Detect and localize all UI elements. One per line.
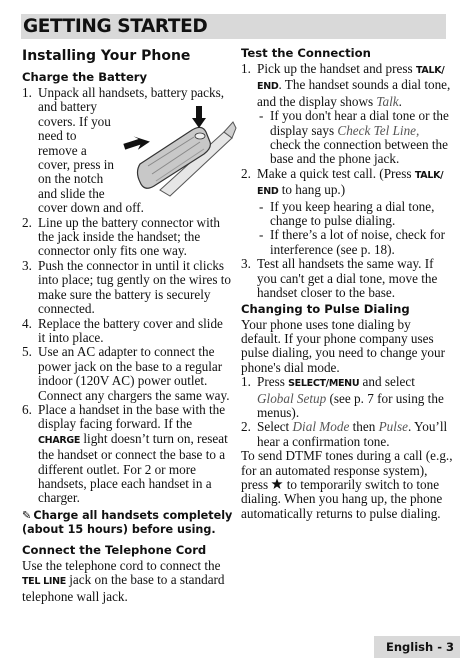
step-text: Place a handset in the base with the display facing forward. If the	[38, 401, 226, 432]
sub-list	[257, 109, 453, 167]
pulse-steps	[241, 375, 453, 449]
note-text: Charge all handsets completely (about 15 hours) before using.	[22, 508, 233, 536]
step-number: 3.	[241, 256, 251, 272]
step-number: 3.	[22, 257, 32, 273]
paragraph-text: Use the telephone cord to connect the	[22, 557, 221, 573]
list-item	[22, 317, 233, 346]
paragraph-pulse-intro: Your phone uses tone dialing by default. If your phone company uses pulse dialing, you need to change your phone's dial mode.	[241, 316, 445, 375]
tel-line-label: TEL LINE	[22, 576, 66, 588]
step-text: Unpack all handsets, battery packs,	[38, 85, 225, 100]
step-text: Use an AC adapter to connect the power jack on the base to a regular indoor (120V AC) power outlet. Connect any chargers the same way.	[38, 344, 230, 403]
list-item	[22, 259, 233, 317]
page-number-label: English - 3	[386, 640, 454, 654]
step-text: Push the connector in until it clicks into place; tug gently on the wires to make sure the battery is securely connected.	[38, 257, 232, 317]
step-number: 4.	[22, 315, 32, 331]
charge-light-label: CHARGE	[38, 434, 81, 446]
display-text-check-tel-line: Check Tel Line,	[337, 122, 420, 138]
section-title-installing: Installing Your Phone	[22, 48, 191, 64]
step-text-continued: and select	[359, 374, 415, 390]
display-text-talk: Talk	[376, 93, 399, 109]
sub-text-continued: check the connection between the base and the phone jack.	[270, 137, 448, 167]
battery-cover-illustration	[120, 102, 237, 197]
step-text: Test all handsets the same way. If you can't get a dial tone, move the handset closer to the base.	[257, 256, 438, 301]
step-text: Line up the battery connector with the jack inside the handset; the connector only fits one way.	[38, 214, 220, 259]
step-text-continued: then	[349, 419, 379, 435]
step-number: 1.	[22, 85, 32, 100]
heading-charge-battery: Charge the Battery	[22, 70, 148, 84]
punctuation: .	[398, 93, 402, 109]
paragraph-telephone-cord	[22, 559, 233, 604]
menu-text-pulse: Pulse	[378, 419, 408, 435]
menu-text-global-setup: Global Setup	[257, 390, 327, 406]
step-text: Select	[257, 419, 293, 435]
talk-end-key-label: TALK/ END	[257, 65, 445, 93]
step-number: 2.	[241, 419, 251, 435]
heading-connect-telephone: Connect the Telephone Cord	[22, 542, 207, 557]
list-item	[22, 216, 233, 259]
step-text-tail: (see p. 7 for using the menus).	[257, 390, 444, 420]
battery-steps	[22, 86, 233, 506]
list-item	[241, 257, 453, 300]
list-item	[22, 403, 233, 506]
step-number: 6.	[22, 401, 32, 417]
step-text: Press	[257, 374, 289, 390]
sub-text: If you don't hear a dial tone or the display says	[270, 108, 449, 138]
note-pencil-icon: ✎	[22, 508, 32, 522]
test-steps	[241, 62, 453, 301]
step-text-continued: . The handset sounds a dial tone, and the display shows	[257, 77, 451, 109]
step-number: 1.	[241, 61, 251, 76]
step-text-continued: and battery covers. If you need to remove a cover, press in on the notch and slide the cover down and off.	[38, 99, 144, 216]
step-number: 2.	[241, 165, 251, 181]
step-text: Pick up the handset and press	[257, 61, 416, 76]
step-text: Replace the battery cover and slide it into place.	[38, 315, 223, 345]
paragraph-dtmf	[241, 449, 453, 521]
sub-list-item: - If you don't hear a dial tone or the display says Check Tel Line, check the connection between the base and the phone jack.	[259, 108, 449, 167]
select-menu-key-label: SELECT/MENU	[288, 378, 360, 390]
page-title: GETTING STARTED	[23, 16, 208, 37]
step-number: 5.	[22, 344, 32, 360]
step-text-continued: light doesn’t turn on, reseat the handset or connect the base to a different outlet. For 2 or more handsets, place each handset in a charger.	[38, 430, 228, 506]
menu-text-dial-mode: Dial Mode	[292, 419, 350, 435]
sub-text: If there’s a lot of noise, check for interference (see p. 18).	[270, 227, 446, 257]
list-item	[241, 62, 453, 167]
talk-end-key-label: TALK/ END	[257, 169, 444, 198]
step-text: Make a quick test call. (Press	[257, 165, 415, 181]
paragraph-text: To send DTMF tones during a call (e.g., for an automated response system), press	[241, 448, 453, 492]
heading-test-connection: Test the Connection	[241, 46, 371, 60]
list-item	[241, 167, 453, 257]
step-number: 1.	[241, 374, 251, 390]
step-text-continued: to hang up.)	[278, 182, 346, 198]
left-column	[22, 46, 233, 604]
sub-text: If you keep hearing a dial tone, change to pulse dialing.	[270, 198, 435, 229]
paragraph-text-continued: jack on the base to a standard telephone wall jack.	[22, 572, 225, 604]
list-item	[241, 420, 453, 449]
right-column	[241, 46, 453, 521]
list-item	[241, 375, 453, 420]
sub-list	[257, 200, 453, 258]
star-key-icon	[271, 478, 283, 490]
slide-arrow-icon	[122, 132, 151, 153]
list-item	[22, 345, 233, 403]
charge-note	[22, 509, 233, 537]
paragraph-text-continued: to temporarily switch to tone dialing. When you hang up, the phone automatically returns to pulse dialing.	[241, 476, 443, 521]
list-item	[22, 86, 233, 216]
sub-list-item: - If there’s a lot of noise, check for interference (see p. 18).	[259, 227, 446, 257]
press-arrow-icon	[192, 106, 206, 128]
heading-pulse-dialing: Changing to Pulse Dialing	[241, 301, 410, 316]
step-text-tail: . You’ll hear a confirmation tone.	[257, 419, 448, 449]
step-number: 2.	[22, 214, 32, 230]
sub-list-item: - If you keep hearing a dial tone, change to pulse dialing.	[259, 198, 435, 229]
